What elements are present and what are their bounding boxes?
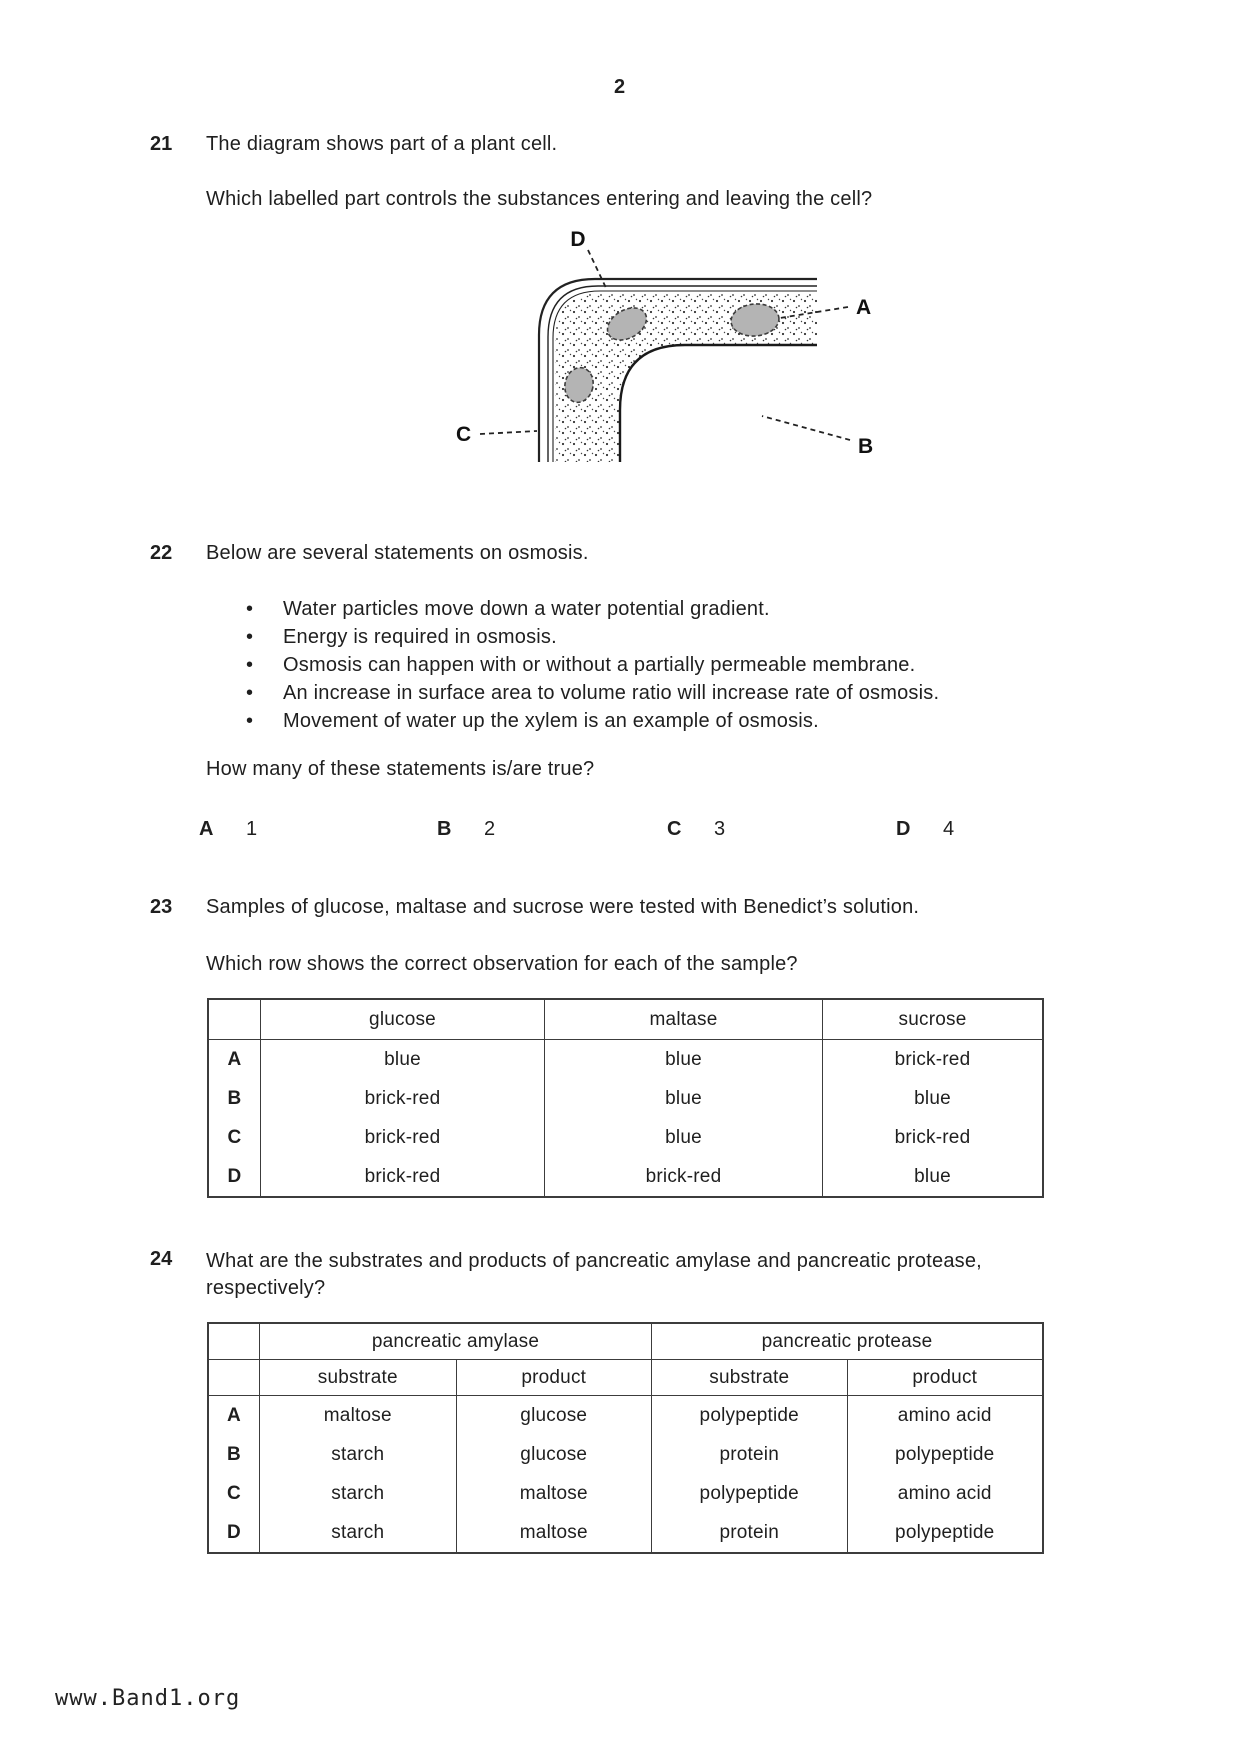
sub-header-cell: substrate <box>260 1360 456 1396</box>
table-cell: brick-red <box>260 1079 544 1118</box>
group-header-cell: pancreatic amylase <box>260 1324 651 1360</box>
bullet-icon: • <box>246 626 254 648</box>
bullet-item: • Energy is required in osmosis. <box>246 626 557 648</box>
table-cell: maltose <box>456 1513 652 1552</box>
label-c-leader <box>480 431 537 434</box>
table-cell: starch <box>331 1443 385 1465</box>
row-letter: C <box>227 1126 242 1148</box>
diagram-label-b: B <box>858 435 874 458</box>
table-cell: glucose <box>456 1396 652 1435</box>
question-24-prompt-line2: respectively? <box>206 1277 326 1299</box>
benedicts-observation-table <box>207 998 1044 1198</box>
table-header-cell: glucose <box>260 1000 544 1040</box>
vacuole-boundary-line <box>620 345 817 462</box>
table-cell: brick-red <box>544 1157 822 1196</box>
row-letter: C <box>209 1474 260 1513</box>
table-cell: protein <box>651 1435 847 1474</box>
table-cell: brick-red <box>822 1040 1042 1079</box>
question-23-question: Which row shows the correct observation for each of the sample? <box>206 953 798 975</box>
row-letter: D <box>227 1165 242 1187</box>
question-23-number: 23 <box>150 896 173 918</box>
question-24 <box>150 1248 982 1302</box>
table-header-cell <box>209 1360 260 1396</box>
question-21-number: 21 <box>150 133 173 155</box>
table-cell: starch <box>331 1482 385 1504</box>
option-b: B 2 <box>437 818 496 840</box>
table-cell: amino acid <box>847 1396 1043 1435</box>
bullet-item: • Osmosis can happen with or without a partially permeable membrane. <box>246 654 916 676</box>
sub-header-cell: product <box>456 1360 652 1396</box>
row-letter: B <box>227 1087 242 1109</box>
question-23 <box>150 896 919 919</box>
table-header-cell <box>209 1324 260 1360</box>
diagram-label-c: C <box>456 423 472 446</box>
table-cell: glucose <box>456 1435 652 1474</box>
table-cell: amino acid <box>847 1474 1043 1513</box>
bullet-icon: • <box>246 710 254 732</box>
question-24-number: 24 <box>150 1248 173 1270</box>
label-b-leader <box>762 416 850 440</box>
table-cell: blue <box>822 1157 1042 1196</box>
question-22-question: How many of these statements is/are true? <box>206 758 595 780</box>
table-cell: blue <box>544 1040 822 1079</box>
table-cell: blue <box>822 1079 1042 1118</box>
table-header-cell: maltase <box>544 1000 822 1040</box>
question-23-prompt: Samples of glucose, maltase and sucrose were tested with Benedict’s solution. <box>206 896 920 918</box>
table-cell: polypeptide <box>847 1435 1043 1474</box>
bullet-item: • Water particles move down a water potential gradient. <box>246 598 770 620</box>
page-number: 2 <box>613 76 626 98</box>
option-a: A 1 <box>199 818 258 840</box>
table-cell: brick-red <box>260 1118 544 1157</box>
group-header-cell: pancreatic protease <box>651 1324 1042 1360</box>
table-cell: blue <box>544 1118 822 1157</box>
question-24-prompt-line1: What are the substrates and products of pancreatic amylase and pancreatic protease, <box>206 1250 982 1272</box>
plant-cell-diagram <box>440 210 905 472</box>
table-cell: protein <box>651 1513 847 1552</box>
question-21-question: Which labelled part controls the substances entering and leaving the cell? <box>206 188 873 210</box>
option-d: D 4 <box>896 818 955 840</box>
bullet-icon: • <box>246 654 254 676</box>
table-cell: maltose <box>456 1474 652 1513</box>
table-header-cell <box>209 1000 260 1040</box>
bullet-item: • An increase in surface area to volume ratio will increase rate of osmosis. <box>246 682 940 704</box>
footer-website: www.Band1.org <box>55 1686 241 1711</box>
row-letter: A <box>209 1396 260 1435</box>
row-letter: A <box>227 1048 242 1070</box>
table-cell: polypeptide <box>651 1474 847 1513</box>
table-cell: starch <box>331 1521 385 1543</box>
question-21-prompt: The diagram shows part of a plant cell. <box>206 133 558 155</box>
option-c: C 3 <box>667 818 726 840</box>
question-21 <box>150 133 557 156</box>
table-cell: blue <box>260 1040 544 1079</box>
enzyme-substrate-product-table <box>207 1322 1044 1554</box>
sub-header-cell: product <box>847 1360 1043 1396</box>
table-cell: brick-red <box>260 1157 544 1196</box>
question-22-number: 22 <box>150 542 173 564</box>
diagram-label-d: D <box>570 228 586 251</box>
sub-header-cell: substrate <box>651 1360 847 1396</box>
label-d-leader <box>588 250 607 290</box>
table-cell: polypeptide <box>847 1513 1043 1552</box>
table-header-cell: sucrose <box>822 1000 1042 1040</box>
question-22 <box>150 542 589 565</box>
table-cell: maltose <box>323 1404 392 1426</box>
question-22-intro: Below are several statements on osmosis. <box>206 542 589 564</box>
row-letter: B <box>209 1435 260 1474</box>
bullet-item: • Movement of water up the xylem is an example of osmosis. <box>246 710 819 732</box>
table-cell: blue <box>544 1079 822 1118</box>
diagram-label-a: A <box>856 296 872 319</box>
table-cell: brick-red <box>822 1118 1042 1157</box>
bullet-icon: • <box>246 598 254 620</box>
row-letter: D <box>209 1513 260 1552</box>
table-cell: polypeptide <box>651 1396 847 1435</box>
bullet-icon: • <box>246 682 254 704</box>
